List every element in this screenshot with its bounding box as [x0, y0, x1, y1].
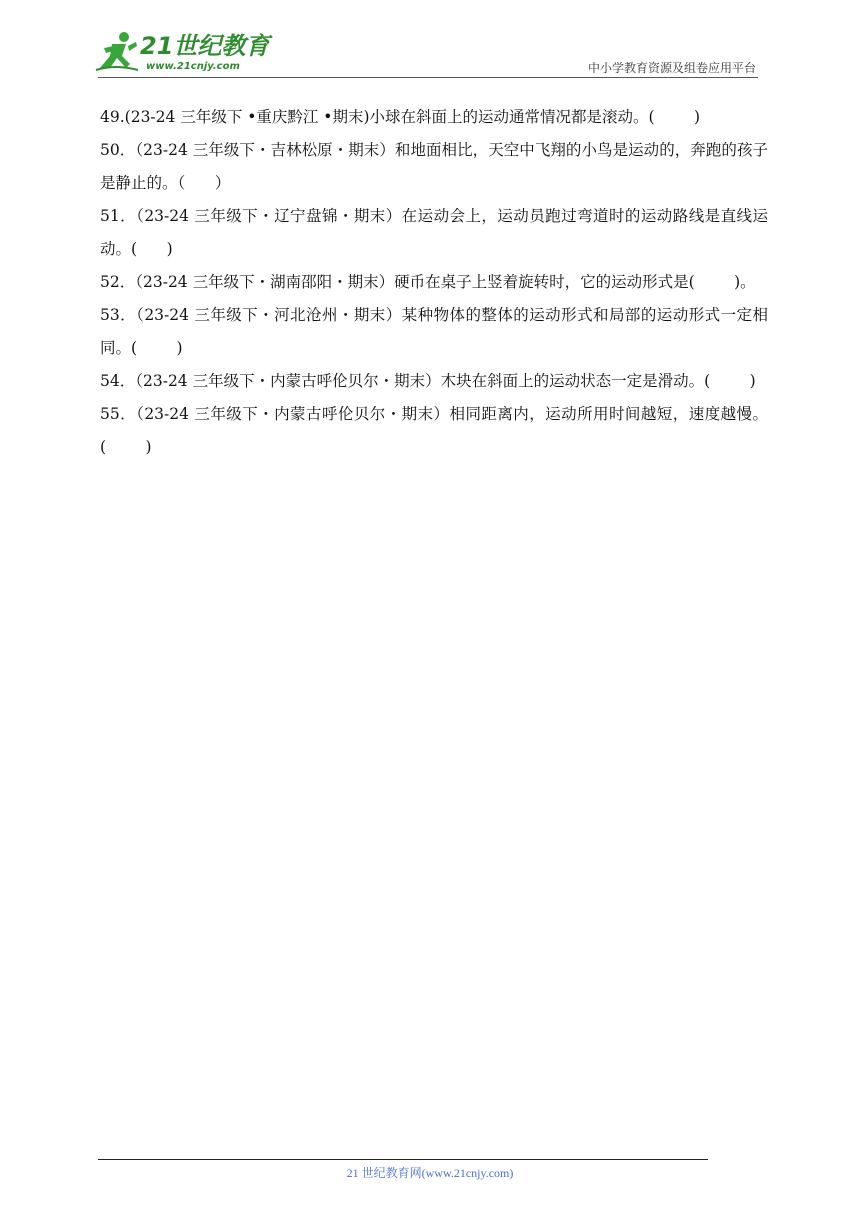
question-text: 木块在斜面上的运动状态一定是滑动。 — [440, 372, 705, 390]
answer-blank[interactable]: ( )。 — [688, 273, 756, 291]
question-number: 51． — [100, 207, 137, 225]
question-source: （23-24 三年级下・吉林松原・期末） — [135, 141, 395, 159]
question-source: （23-24 三年级下・内蒙古呼伦贝尔・期末） — [135, 372, 441, 390]
question-item — [100, 299, 768, 365]
logo-text: 21世纪教育 — [140, 32, 270, 60]
question-number: 53． — [100, 306, 137, 324]
question-item — [100, 200, 768, 266]
answer-blank[interactable]: ( ) — [100, 438, 152, 456]
question-text: 某种物体的整体的运动形式和局部的运动形式一定相同。 — [100, 306, 768, 357]
footer-divider — [98, 1159, 708, 1160]
answer-blank[interactable]: ( ) — [704, 372, 756, 390]
question-number: 49. — [100, 108, 125, 126]
answer-blank[interactable]: （ ） — [177, 174, 231, 192]
question-item — [100, 266, 768, 299]
question-list — [100, 101, 768, 464]
footer-link[interactable]: 21 世纪教育网(www.21cnjy.com) — [346, 1166, 514, 1180]
question-text: 和地面相比，天空中飞翔的小鸟是运动的，奔跑的孩子是静止的。 — [100, 141, 768, 192]
answer-blank[interactable]: ( ) — [648, 108, 701, 126]
platform-name: 中小学教育资源及组卷应用平台 — [587, 61, 756, 75]
question-source: （23-24 三年级下・河北沧州・期末） — [136, 306, 402, 324]
header-divider — [98, 77, 758, 78]
answer-blank[interactable]: ( ) — [131, 339, 183, 357]
question-text: 硬币在桌子上竖着旋转时，它的运动形式是 — [394, 273, 689, 291]
question-number: 52． — [100, 273, 136, 291]
question-text: 小球在斜面上的运动通常情况都是滚动。 — [369, 108, 649, 126]
question-source: （23-24 三年级下・内蒙古呼伦贝尔・期末） — [136, 405, 450, 423]
question-number: 54． — [100, 372, 136, 390]
question-number: 50． — [100, 141, 136, 159]
question-item — [100, 365, 768, 398]
question-text: 在运动会上，运动员跑过弯道时的运动路线是直线运动。 — [100, 207, 768, 258]
answer-blank[interactable]: ( ) — [131, 240, 173, 258]
question-item — [100, 134, 768, 200]
question-item — [100, 398, 768, 464]
logo-url: www.21cnjy.com — [146, 61, 240, 72]
question-text: 相同距离内，运动所用时间越短，速度越慢。 — [449, 405, 768, 423]
question-source: （23-24 三年级下・辽宁盘锦・期末） — [136, 207, 402, 225]
question-number: 55． — [100, 405, 137, 423]
running-figure-icon — [94, 30, 140, 76]
question-item — [100, 101, 768, 134]
question-source: (23-24 三年级下 •重庆黔江 •期末) — [124, 108, 370, 126]
question-source: （23-24 三年级下・湖南邵阳・期末） — [135, 273, 395, 291]
site-logo[interactable] — [94, 30, 270, 78]
page-header — [0, 0, 860, 80]
